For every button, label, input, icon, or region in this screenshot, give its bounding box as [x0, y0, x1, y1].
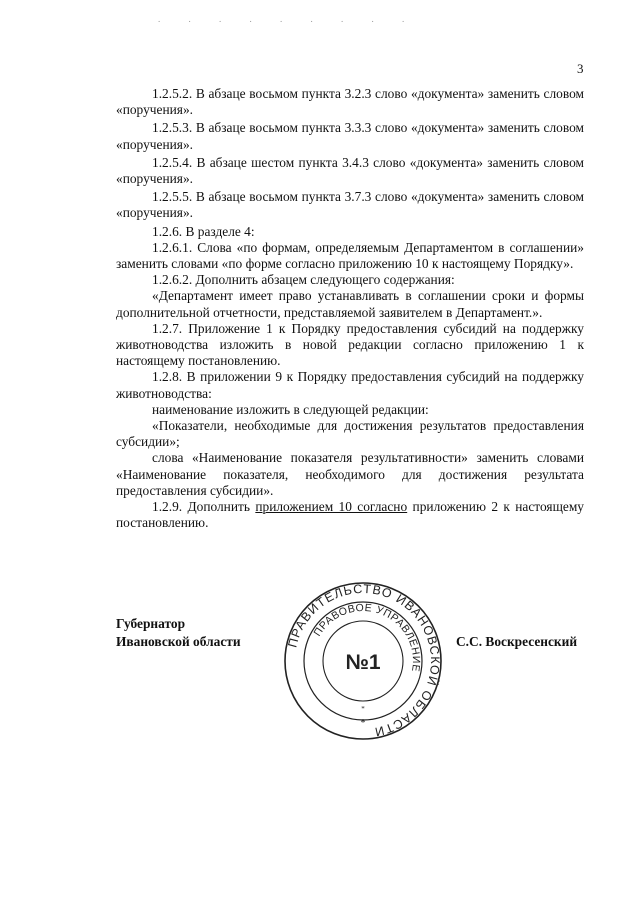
paragraph-indicators: «Показатели, необходимые для достижения результатов предоставления субсидии»; [116, 418, 584, 450]
official-seal [282, 580, 444, 742]
page-number: 3 [577, 61, 584, 76]
seal-inner-text: ПРАВОВОЕ УПРАВЛЕНИЕ [311, 601, 423, 673]
seal-star-bottom-icon: * [360, 718, 366, 729]
seal-outer-text: ПРАВИТЕЛЬСТВО ИВАНОВСКОЙ ОБЛАСТИ [285, 581, 443, 740]
signature-title-line1: Губернатор [116, 616, 186, 631]
signatory-name: С.С. Воскресенский [456, 634, 578, 649]
scan-artifacts: . . . . . . . . . [158, 14, 418, 24]
p14-underlined: приложением 10 согласно [255, 499, 408, 515]
paragraph-1-2-5-2: 1.2.5.2. В абзаце восьмом пункта 3.2.3 слово «документа» заменить словом «поручения». [116, 86, 584, 118]
paragraph-1-2-6: 1.2.6. В разделе 4: [152, 223, 255, 239]
paragraph-1-2-6-2: 1.2.6.2. Дополнить абзацем следующего содержания: [152, 272, 455, 288]
p14-after: приложению 2 к настоящему постановлению. [116, 499, 585, 531]
paragraph-1-2-7: 1.2.7. Приложение 1 к Порядку предоставления субсидий на поддержку животноводства изложить в новой редакции согласно приложению 1 к настоящему постановлению. [116, 320, 584, 369]
paragraph-words-replace: слова «Наименование показателя результативности» заменить словами «Наименование показателя, необходимого для достижения результата предоставления субсидии». [116, 450, 584, 498]
paragraph-1-2-5-5: 1.2.5.5. В абзаце восьмом пункта 3.7.3 слово «документа» заменить словом «поручения». [116, 189, 584, 221]
paragraph-1-2-9 [116, 499, 584, 531]
paragraph-1-2-6-1: 1.2.6.1. Слова «по формам, определяемым Департаментом в соглашении» заменить словами «по форме согласно приложению 10 к настоящему Порядку». [116, 239, 584, 272]
p14-before: 1.2.9. Дополнить [152, 499, 256, 515]
paragraph-naming: наименование изложить в следующей редакции: [152, 401, 429, 417]
signature-title-line2: Ивановской области [116, 634, 241, 649]
paragraph-1-2-5-3: 1.2.5.3. В абзаце восьмом пункта 3.3.3 слово «документа» заменить словом «поручения». [116, 120, 584, 152]
paragraph-1-2-5-4: 1.2.5.4. В абзаце шестом пункта 3.4.3 слово «документа» заменить словом «поручения». [116, 154, 584, 187]
signature-title [116, 615, 241, 651]
paragraph-1-2-8: 1.2.8. В приложении 9 к Порядку предоставления субсидий на поддержку животноводства: [116, 369, 584, 401]
seal-center-text: №1 [345, 651, 381, 674]
paragraph-quote-department: «Департамент имеет право устанавливать в соглашении сроки и формы дополнительной отчетности, представляемой заявителем в Департамент.». [116, 288, 584, 320]
seal-star-inner-icon: * [361, 705, 365, 713]
document-body [116, 86, 584, 531]
